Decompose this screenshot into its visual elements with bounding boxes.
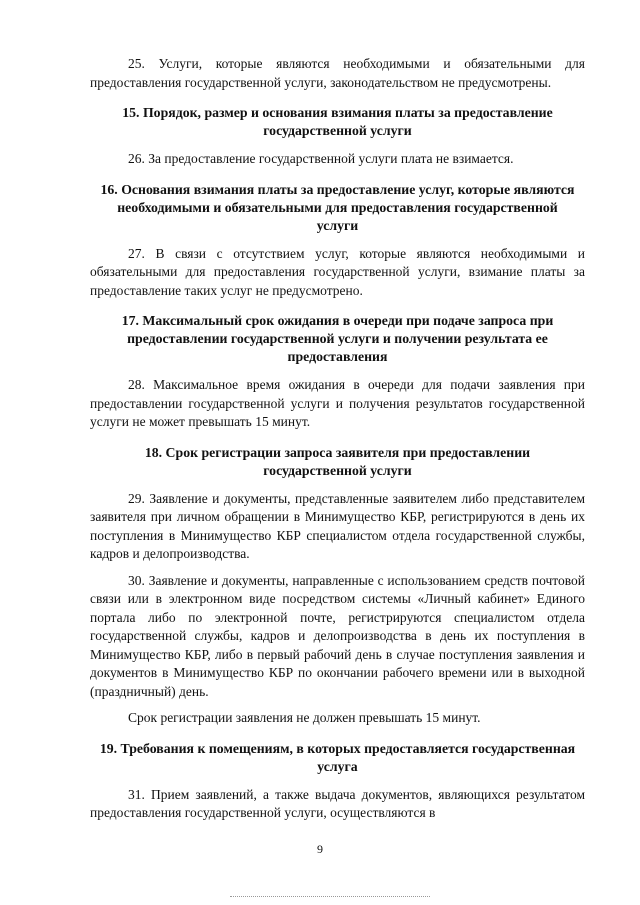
- section-heading-15: 15. Порядок, размер и основания взимания платы за предоставление государственной услуги: [122, 105, 553, 138]
- section-heading-18: 18. Срок регистрации запроса заявителя при предоставлении государственной услуги: [144, 444, 531, 478]
- paragraph-registration-time: Срок регистрации заявления не должен превышать 15 минут.: [128, 710, 481, 725]
- paragraph-27: 27. В связи с отсутствием услуг, которые являются необходимыми и обязательными для предоставления государственной услуги, взимание платы за предоставление таких услуг не предусмотрено.: [90, 245, 585, 298]
- section-heading-17: 17. Максимальный срок ожидания в очереди при подаче запроса при предоставлении государственной услуги и получении результата ее предоставления: [121, 313, 554, 364]
- section-heading-19: 19. Требования к помещениям, в которых предоставляется государственная услуга: [99, 740, 576, 774]
- paragraph-30: 30. Заявление и документы, направленные с использованием средств почтовой связи или в электронном виде посредством системы «Личный кабинет» Единого портала либо по электронной почте, регистрируются специалистом отдела государственной службы, кадров и делопроизводства в день их поступления в Минимущество КБР, либо в первый рабочий день в случае поступления заявления и документов в Минимущество КБР по окончании рабочего времени или в выходной (праздничный) день.: [90, 572, 585, 699]
- page-number: 9: [317, 842, 323, 856]
- paragraph-29: 29. Заявление и документы, представленные заявителем либо представителем заявителя при личном обращении в Минимущество КБР, регистрируются в день их поступления в Минимущество КБР специалистом отдела государственной службы, кадров и делопроизводства.: [90, 490, 585, 561]
- footer-divider: [230, 896, 430, 898]
- paragraph-26: 26. За предоставление государственной услуги плата не взимается.: [128, 151, 514, 166]
- paragraph-25: 25. Услуги, которые являются необходимыми и обязательными для предоставления государственной услуги, законодательством не предусмотрены.: [90, 56, 585, 90]
- paragraph-31: 31. Прием заявлений, а также выдача документов, являющихся результатом предоставления государственной услуги, осуществляются в: [90, 786, 585, 820]
- section-heading-16: 16. Основания взимания платы за предоставление услуг, которые являются необходимыми и обязательными для предоставления государственной услуги: [100, 181, 575, 233]
- paragraph-28: 28. Максимальное время ожидания в очереди для подачи заявления при предоставлении государственной услуги и получения результатов государственной услуги не может превышать 15 минут.: [90, 377, 585, 429]
